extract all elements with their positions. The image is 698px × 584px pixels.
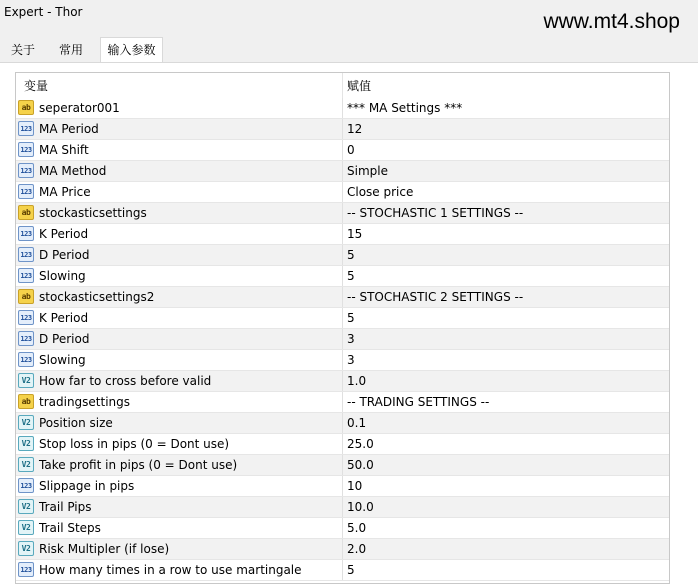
- variable-value[interactable]: 10: [347, 479, 363, 493]
- column-divider: [342, 203, 343, 223]
- table-row[interactable]: [16, 560, 669, 581]
- int-type-icon: 123: [18, 142, 34, 157]
- variable-name: Trail Steps: [39, 521, 101, 535]
- variable-name: Position size: [39, 416, 113, 430]
- tab-about[interactable]: 关于: [10, 43, 35, 57]
- variable-value[interactable]: -- STOCHASTIC 1 SETTINGS --: [347, 206, 524, 220]
- variable-name: Slowing: [39, 269, 86, 283]
- table-row[interactable]: [16, 329, 669, 350]
- variable-name: MA Price: [39, 185, 91, 199]
- variable-value[interactable]: 2.0: [347, 542, 367, 556]
- column-divider: [342, 497, 343, 517]
- variable-name: D Period: [39, 332, 90, 346]
- column-divider: [342, 350, 343, 370]
- column-divider: [342, 392, 343, 412]
- column-divider: [342, 434, 343, 454]
- double-type-icon: V2: [18, 373, 34, 388]
- variable-name: Slippage in pips: [39, 479, 135, 493]
- variable-value[interactable]: 25.0: [347, 437, 374, 451]
- variable-name: Risk Multipler (if lose): [39, 542, 170, 556]
- double-type-icon: V2: [18, 499, 34, 514]
- variable-value[interactable]: 3: [347, 353, 355, 367]
- table-row[interactable]: [16, 182, 669, 203]
- variable-name: seperator001: [39, 101, 120, 115]
- column-divider: [342, 224, 343, 244]
- text-type-icon: ab: [18, 394, 34, 409]
- table-row[interactable]: [16, 287, 669, 308]
- variable-name: How many times in a row to use martingale: [39, 563, 302, 577]
- column-divider: [342, 371, 343, 391]
- variable-value[interactable]: 15: [347, 227, 363, 241]
- double-type-icon: V2: [18, 541, 34, 556]
- column-divider: [342, 266, 343, 286]
- double-type-icon: V2: [18, 520, 34, 535]
- variable-name: Stop loss in pips (0 = Dont use): [39, 437, 230, 451]
- table-row[interactable]: [16, 371, 669, 392]
- column-divider: [342, 98, 343, 118]
- variable-value[interactable]: *** MA Settings ***: [347, 101, 463, 115]
- column-divider[interactable]: [342, 73, 343, 98]
- variable-value[interactable]: -- TRADING SETTINGS --: [347, 395, 490, 409]
- table-row[interactable]: [16, 308, 669, 329]
- watermark-text: www.mt4.shop: [543, 10, 680, 33]
- column-divider: [342, 413, 343, 433]
- int-type-icon: 123: [18, 268, 34, 283]
- variable-value[interactable]: 0.1: [347, 416, 367, 430]
- table-row[interactable]: [16, 539, 669, 560]
- column-divider: [342, 518, 343, 538]
- variable-value[interactable]: Close price: [347, 185, 414, 199]
- column-divider: [342, 560, 343, 580]
- tab-panel: [0, 62, 698, 584]
- int-type-icon: 123: [18, 352, 34, 367]
- table-row[interactable]: [16, 413, 669, 434]
- variable-value[interactable]: 5: [347, 248, 355, 262]
- table-row[interactable]: [16, 434, 669, 455]
- table-row[interactable]: [16, 350, 669, 371]
- column-header-variable[interactable]: 变量: [24, 79, 49, 93]
- variable-name: MA Shift: [39, 143, 89, 157]
- int-type-icon: 123: [18, 331, 34, 346]
- text-type-icon: ab: [18, 100, 34, 115]
- title-bar: [0, 0, 698, 33]
- int-type-icon: 123: [18, 310, 34, 325]
- int-type-icon: 123: [18, 226, 34, 241]
- table-row[interactable]: [16, 392, 669, 413]
- variable-name: Take profit in pips (0 = Dont use): [39, 458, 238, 472]
- variable-name: How far to cross before valid: [39, 374, 212, 388]
- variable-value[interactable]: 3: [347, 332, 355, 346]
- variable-value[interactable]: 5: [347, 269, 355, 283]
- column-divider: [342, 287, 343, 307]
- table-row[interactable]: [16, 518, 669, 539]
- column-header-value[interactable]: 赋值: [347, 79, 372, 93]
- text-type-icon: ab: [18, 289, 34, 304]
- column-divider: [342, 329, 343, 349]
- variable-name: MA Period: [39, 122, 99, 136]
- window-title: Expert - Thor: [4, 5, 83, 19]
- variable-value[interactable]: Simple: [347, 164, 388, 178]
- variable-name: Trail Pips: [39, 500, 92, 514]
- column-divider: [342, 245, 343, 265]
- variable-name: MA Method: [39, 164, 107, 178]
- variable-value[interactable]: 0: [347, 143, 355, 157]
- table-row[interactable]: [16, 245, 669, 266]
- int-type-icon: 123: [18, 562, 34, 577]
- int-type-icon: 123: [18, 163, 34, 178]
- variable-name: tradingsettings: [39, 395, 131, 409]
- table-row[interactable]: [16, 98, 669, 119]
- variable-value[interactable]: 50.0: [347, 458, 374, 472]
- double-type-icon: V2: [18, 415, 34, 430]
- inputs-grid: [15, 72, 670, 584]
- double-type-icon: V2: [18, 457, 34, 472]
- variable-name: D Period: [39, 248, 90, 262]
- variable-name: stockasticsettings: [39, 206, 147, 220]
- variable-name: stockasticsettings2: [39, 290, 155, 304]
- int-type-icon: 123: [18, 247, 34, 262]
- table-row[interactable]: [16, 455, 669, 476]
- table-row[interactable]: [16, 119, 669, 140]
- column-divider: [342, 182, 343, 202]
- tab-common[interactable]: 常用: [58, 43, 83, 57]
- variable-name: K Period: [39, 227, 89, 241]
- table-row[interactable]: [16, 266, 669, 287]
- variable-name: K Period: [39, 311, 89, 325]
- grid-rows: [16, 98, 669, 581]
- column-divider: [342, 308, 343, 328]
- column-divider: [342, 476, 343, 496]
- table-row[interactable]: [16, 140, 669, 161]
- tab-inputs[interactable]: 输入参数: [100, 37, 163, 62]
- double-type-icon: V2: [18, 436, 34, 451]
- column-divider: [342, 140, 343, 160]
- table-row[interactable]: [16, 476, 669, 497]
- variable-value[interactable]: 12: [347, 122, 363, 136]
- table-row[interactable]: [16, 161, 669, 182]
- column-divider: [342, 455, 343, 475]
- variable-name: Slowing: [39, 353, 86, 367]
- int-type-icon: 123: [18, 121, 34, 136]
- column-divider: [342, 539, 343, 559]
- variable-value[interactable]: -- STOCHASTIC 2 SETTINGS --: [347, 290, 524, 304]
- column-divider: [342, 161, 343, 181]
- int-type-icon: 123: [18, 478, 34, 493]
- variable-value[interactable]: 10.0: [347, 500, 374, 514]
- table-row[interactable]: [16, 203, 669, 224]
- text-type-icon: ab: [18, 205, 34, 220]
- variable-value[interactable]: 1.0: [347, 374, 367, 388]
- tab-bar: [0, 37, 698, 63]
- variable-value[interactable]: 5: [347, 311, 355, 325]
- table-row[interactable]: [16, 224, 669, 245]
- variable-value[interactable]: 5.0: [347, 521, 367, 535]
- grid-header: [16, 73, 669, 98]
- table-row[interactable]: [16, 497, 669, 518]
- int-type-icon: 123: [18, 184, 34, 199]
- variable-value[interactable]: 5: [347, 563, 355, 577]
- column-divider: [342, 119, 343, 139]
